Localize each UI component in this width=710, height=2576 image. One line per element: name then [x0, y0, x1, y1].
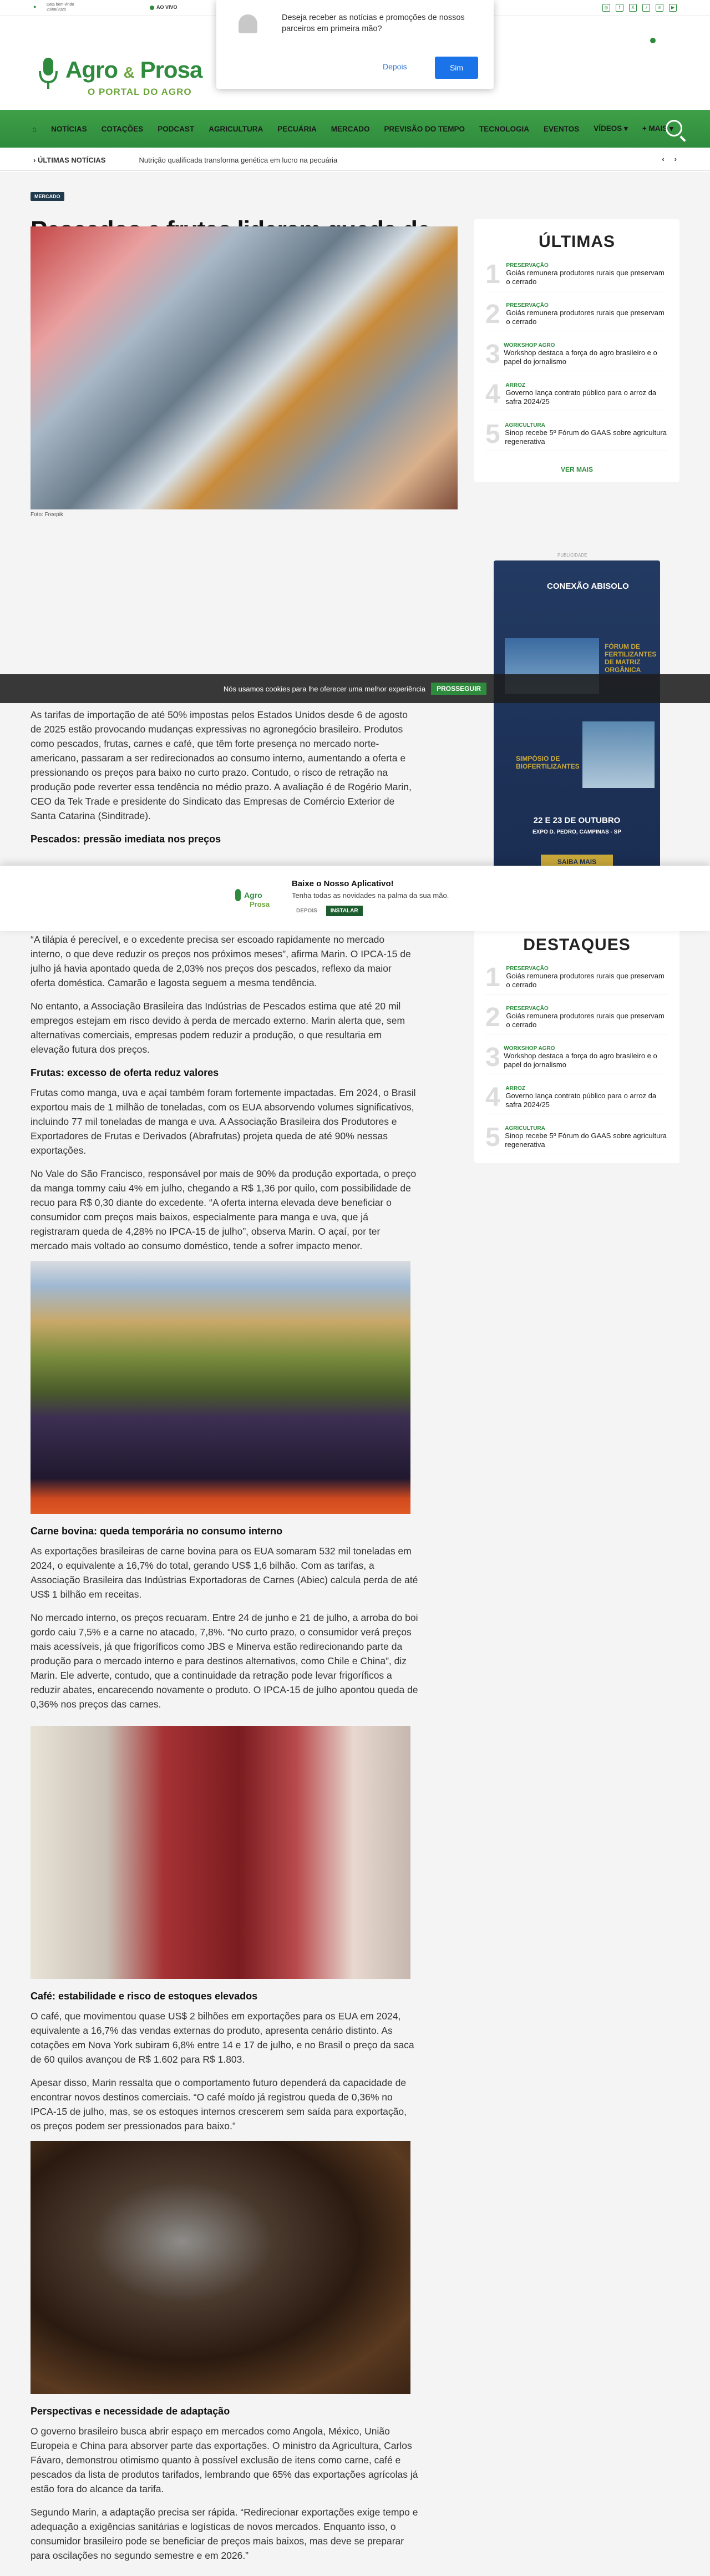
facebook-icon[interactable]: f — [616, 4, 623, 12]
vineyard-image — [31, 1261, 410, 1514]
svg-text:Agro: Agro — [244, 891, 262, 900]
logo-text: Agro & Prosa — [65, 57, 202, 83]
nav-item[interactable]: + MAIS ▾ — [642, 124, 673, 133]
social-links — [602, 4, 677, 12]
subheading: Frutas: excesso de oferta reduz valores — [31, 1067, 219, 1078]
nav-item[interactable]: MERCADO — [331, 124, 370, 133]
push-notification-prompt — [216, 0, 494, 89]
list-item[interactable]: 2 PRESERVAÇÃO Goiás remunera produtores rurais que preservam o cerrado — [485, 1003, 668, 1034]
paragraph: No mercado interno, os preços recuaram. Entre 24 de junho e 21 de julho, a arroba do boi gordo caiu 7,5% e a carne no atacado, 7,8%. “No curto prazo, o consumidor verá preços mais acessíveis, já que frigoríficos como JBS e Minerva estão redirecionando parte da produção para o mercado interno e para destinos alternativos, como Chile e China”, diz Marin. Ele adverte, contudo, que a continuidade da retração pode levar frigoríficos a reduzir abates, encarecendo novamente o produto. O IPCA-15 de julho apontou queda de 0,36% nos preços das carnes. — [31, 1612, 418, 1710]
ad-label: PUBLICIDADE — [557, 553, 587, 558]
tiktok-icon[interactable]: ♪ — [642, 4, 650, 12]
date-block: Data bem-vindo 20/08/2025 — [47, 3, 74, 12]
cookie-accept-button[interactable]: PROSSEGUIR — [431, 683, 486, 695]
paragraph: Segundo Marin, a adaptação precisa ser rápida. “Redirecionar exportações exige tempo e adequação a exigências sanitárias e logísticas de novos mercados. Enquanto isso, o consumidor brasileiro pode se beneficiar de preços mais baixos, mas deve se preparar para oscilações no segundo semestre e em 2026.” — [31, 2507, 418, 2561]
latest-news-widget — [474, 219, 679, 482]
ticker-headline[interactable]: Nutrição qualificada transforma genética em lucro na pecuária — [139, 156, 338, 164]
cookie-banner — [0, 674, 710, 703]
app-popup-title: Baixe o Nosso Aplicativo! — [292, 879, 394, 888]
subheading: Pescados: pressão imediata nos preços — [31, 834, 221, 845]
highlights-widget — [474, 921, 679, 1163]
list-item[interactable]: 3 WORKSHOP AGRO Workshop destaca a força do agro brasileiro e o papel do jornalismo — [485, 1043, 668, 1074]
x-icon[interactable]: X — [629, 4, 637, 12]
image-caption: Foto: Freepik — [31, 512, 63, 518]
article-body-5 — [31, 2401, 419, 2572]
nav-item[interactable]: VÍDEOS ▾ — [594, 124, 628, 133]
nav-item[interactable]: PECUÁRIA — [277, 124, 317, 133]
news-ticker — [0, 150, 710, 171]
widget-title: DESTAQUES — [523, 936, 631, 954]
location-icon: ● — [33, 4, 37, 9]
svg-text:Prosa: Prosa — [250, 900, 270, 908]
nav-item[interactable]: NOTÍCIAS — [51, 124, 87, 133]
notification-yes-button[interactable]: Sim — [435, 57, 478, 79]
bell-icon — [239, 14, 257, 33]
app-popup-subtitle: Tenha todas as novidades na palma da sua mão. — [292, 891, 449, 900]
nav-item[interactable]: EVENTOS — [544, 124, 580, 133]
notification-later-button[interactable]: Depois — [383, 62, 407, 71]
category-tag[interactable]: MERCADO — [31, 192, 64, 201]
nav-item[interactable]: TECNOLOGIA — [479, 124, 529, 133]
meat-image — [31, 1726, 410, 1979]
paragraph: No Vale do São Francisco, responsável por mais de 90% da produção exportada, o preço da manga tommy caiu 4% em julho, chegando a R$ 1,36 por quilo, com possibilidade de recuo para R$ 0,30 diante do excedente. “A oferta interna elevada deve beneficiar o consumidor com preços mais baixos, especialmente para manga e uva, que já registraram queda de 4,28% no IPCA-15 de julho”, observa Marin. O açaí, por ter mercado mais voltado ao consumo doméstico, tende a sofrer impacto menor. — [31, 1168, 417, 1251]
ad-cta-button[interactable]: SAIBA MAIS — [541, 855, 613, 869]
app-install-popup — [0, 866, 710, 931]
main-nav — [0, 110, 710, 148]
live-dot-icon — [150, 6, 154, 10]
coffee-image — [31, 2141, 410, 2394]
ticker-next-icon[interactable]: › — [674, 155, 677, 163]
whatsapp-icon[interactable] — [650, 38, 656, 43]
list-item[interactable]: 3 WORKSHOP AGRO Workshop destaca a força do agro brasileiro e o papel do jornalismo — [485, 340, 668, 371]
paragraph: “A tilápia é perecível, e o excedente precisa ser escoado rapidamente no mercado interno, o que deve reduzir os preços nos próximos meses”, afirma Marin. O IPCA-15 de julho já havia apontado queda de 2,03% nos preços dos pescados, reflexo da maior oferta doméstica. Camarão e lagosta seguem a mesma tendência. — [31, 934, 411, 988]
ticker-prev-icon[interactable]: ‹ — [662, 155, 665, 163]
nav-item[interactable]: PREVISÃO DO TEMPO — [384, 124, 465, 133]
list-item[interactable]: 4 ARROZ Governo lança contrato público para o arroz da safra 2024/25 — [485, 380, 668, 411]
app-install-button[interactable]: INSTALAR — [326, 906, 363, 916]
youtube-icon[interactable]: ▶ — [669, 4, 677, 12]
paragraph: No entanto, a Associação Brasileira das Indústrias de Pescados estima que até 20 mil empregos estejam em risco devido à perda de mercado externo. Marin alerta que, sem alternativas comerciais, empresas podem reduzir a produção, o que resultaria em elevação futura dos preços. — [31, 1001, 405, 1055]
paragraph: O café, que movimentou quase US$ 2 bilhões em exportações para os EUA em 2024, equivalente a 16,7% das vendas externas do produto, apresenta cenário distinto. As cotações em Nova York subiram 6,8% entre 14 e 17 de julho, e no Brasil o preço da saca de 60 quilos avançou de R$ 1.602 para R$ 1.803. — [31, 2011, 414, 2065]
ad-photo — [582, 721, 655, 788]
subheading: Café: estabilidade e risco de estoques elevados — [31, 1991, 258, 2002]
notification-message: Deseja receber as notícias e promoções de nossos parceiros em primeira mão? — [282, 13, 465, 33]
article-body-1 — [31, 708, 419, 852]
app-later-button[interactable]: DEPOIS — [296, 908, 317, 914]
nav-item[interactable]: AGRICULTURA — [209, 124, 263, 133]
subheading: Carne bovina: queda temporária no consumo interno — [31, 1526, 283, 1537]
home-icon[interactable]: ⌂ — [32, 124, 37, 133]
subheading: Perspectivas e necessidade de adaptação — [31, 2406, 230, 2417]
see-more-link[interactable]: VER MAIS — [560, 466, 593, 473]
instagram-icon[interactable]: ◎ — [602, 4, 610, 12]
linkedin-icon[interactable]: in — [656, 4, 663, 12]
paragraph: As tarifas de importação de até 50% impostas pelos Estados Unidos desde 6 de agosto de 2025 estão provocando mudanças expressivas no agronegócio brasileiro. Produtos como pescados, frutas, carnes e café, que têm forte presença no mercado norte-americano, passaram a ser redirecionados ao consumo interno, aumentando a oferta e pressionando os preços para baixo no curto prazo. Contudo, o risco de retração na produção pode reverter essa tendência no médio prazo. A avaliação é de Rogério Marin, CEO da Tek Trade e presidente do Sindicato das Empresas de Comércio Exterior de Santa Catarina (Sinditrade). — [31, 709, 412, 821]
list-item[interactable]: 1 PRESERVAÇÃO Goiás remunera produtores rurais que preservam o cerrado — [485, 963, 668, 994]
paragraph: Frutas como manga, uva e açaí também foram fortemente impactadas. Em 2024, o Brasil exportou mais de 1 milhão de toneladas, com os EUA absorvendo volumes significativos, incluindo 77 mil toneladas de manga e uva. A Associação Brasileira dos Produtores e Exportadores de Frutas e Derivados (Abrafrutas) projeta queda de até 90% nessas exportações. — [31, 1087, 416, 1156]
list-item[interactable]: 5 AGRICULTURA Sinop recebe 5º Fórum do GAAS sobre agricultura regenerativa — [485, 420, 668, 451]
paragraph: As exportações brasileiras de carne bovina para os EUA somaram 532 mil toneladas em 2024, o equivalente a 16,7% do total, gerando US$ 1,6 bilhão. Com as tarifas, a Associação Brasileira das Indústrias Exportadoras de Carnes (Abiec) calcula perda de até US$ 1 bilhão em receitas. — [31, 1545, 418, 1600]
live-link[interactable]: AO VIVO — [150, 4, 178, 10]
list-item[interactable]: 5 AGRICULTURA Sinop recebe 5º Fórum do GAAS sobre agricultura regenerativa — [485, 1123, 668, 1154]
app-logo — [233, 887, 275, 909]
nav-item[interactable]: COTAÇÕES — [101, 124, 144, 133]
advertisement-banner[interactable]: CONEXÃO ABISOLO FÓRUM DE FERTILIZANTES DE MATRIZ ORGÂNICA SIMPÓSIO DE BIOFERTILIZANTES 22 E 23 DE OUTUBRO EXPO D. PEDRO, CAMPINAS - SP SAIBA MAIS — [494, 560, 660, 871]
article-body-4 — [31, 1986, 419, 2142]
list-item[interactable]: 1 PRESERVAÇÃO Goiás remunera produtores rurais que preservam o cerrado — [485, 260, 668, 291]
logo-tagline: O PORTAL DO AGRO — [88, 87, 192, 97]
cookie-text: Nós usamos cookies para lhe oferecer uma melhor experiência — [223, 684, 426, 693]
widget-title: ÚLTIMAS — [538, 233, 616, 251]
paragraph: Apesar disso, Marin ressalta que o comportamento futuro dependerá da capacidade de encontrar novos destinos comerciais. “O café moído já registrou queda de 0,36% no IPCA-15 de julho, mas, se os estoques internos crescerem sem saída para exportação, os preços podem ser pressionados para baixo.” — [31, 2077, 407, 2131]
nav-item[interactable]: PODCAST — [158, 124, 195, 133]
article-body-2 — [31, 932, 419, 1262]
search-icon[interactable] — [666, 120, 682, 137]
site-logo[interactable] — [33, 41, 211, 97]
list-item[interactable]: 4 ARROZ Governo lança contrato público para o arroz da safra 2024/25 — [485, 1083, 668, 1114]
ticker-label: › ÚLTIMAS NOTÍCIAS — [33, 156, 106, 164]
article-body-3 — [31, 1521, 419, 1720]
microphone-icon — [38, 58, 59, 91]
list-item[interactable]: 2 PRESERVAÇÃO Goiás remunera produtores rurais que preservam o cerrado — [485, 300, 668, 331]
paragraph: O governo brasileiro busca abrir espaço em mercados como Angola, México, União Europeia e China para absorver parte das exportações. O ministro da Agricultura, Carlos Fávaro, demonstrou otimismo quanto à possível exclusão de itens como carne, café e pescados da lista de produtos tarifados, lembrando que 65% das exportações agrícolas já estão fora do alcance da tarifa. — [31, 2426, 418, 2494]
fish-market-image — [31, 226, 458, 509]
